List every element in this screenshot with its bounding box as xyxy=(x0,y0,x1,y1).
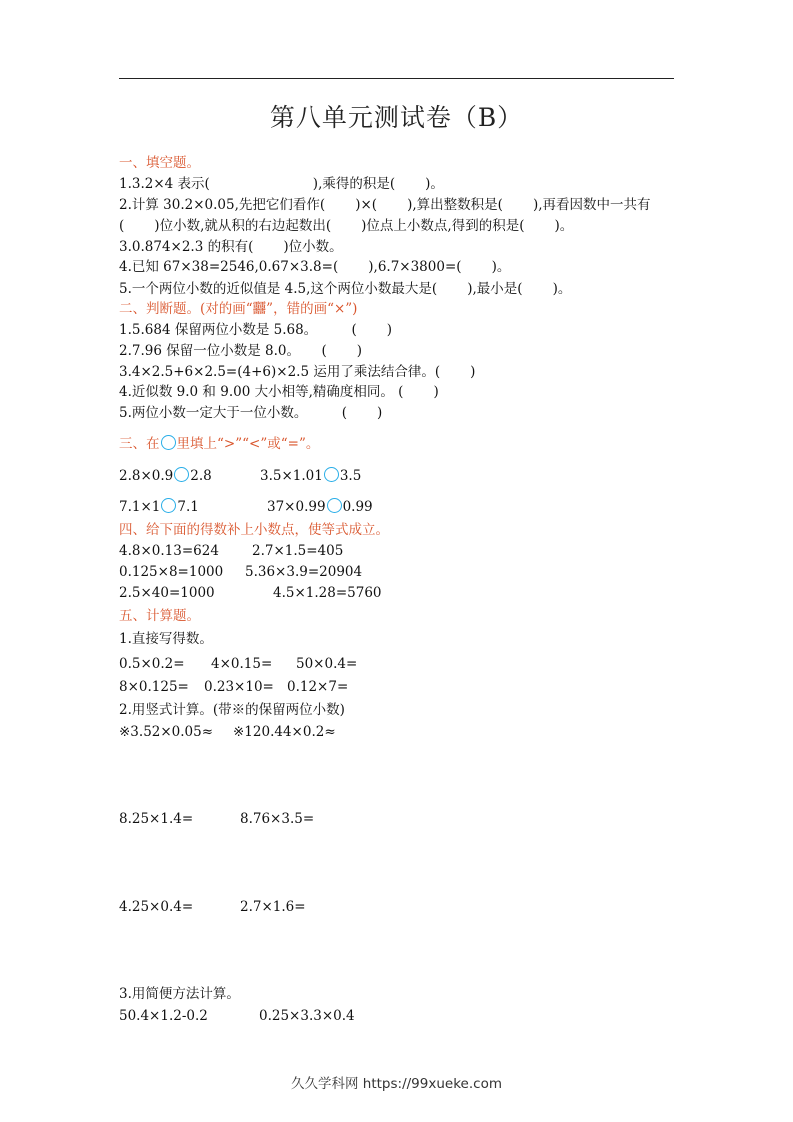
circle-icon xyxy=(161,435,176,450)
s1-q1: 1.3.2×4 表示( ),乘得的积是( )。 xyxy=(119,176,444,192)
s1-q4: 4.已知 67×38=2546,0.67×3.8=( ),6.7×3800=( )。 xyxy=(119,259,511,275)
direct-item: 8×0.125= xyxy=(119,679,189,695)
answer-circle[interactable] xyxy=(324,467,339,482)
answer-circle[interactable] xyxy=(161,498,176,513)
simple-item: 0.25×3.3×0.4 xyxy=(259,1008,355,1024)
direct-item: 0.23×10= xyxy=(204,679,274,695)
section5-heading: 五、计算题。 xyxy=(119,608,200,624)
s5-sub3: 3.用简便方法计算。 xyxy=(119,986,240,1002)
equation-item: 0.125×8=1000 xyxy=(119,564,224,580)
footer-watermark: 久久学科网 https://99xueke.com xyxy=(291,1076,502,1092)
compare-right: 0.99 xyxy=(342,499,373,515)
vertical-item: 4.25×0.4= xyxy=(119,899,194,915)
compare-right: 2.8 xyxy=(190,468,212,484)
section4-heading: 四、给下面的得数补上小数点，使等式成立。 xyxy=(119,522,389,538)
answer-circle[interactable] xyxy=(174,467,189,482)
equation-item: 2.5×40=1000 xyxy=(119,585,215,601)
page-title: 第八单元测试卷（B） xyxy=(269,103,524,132)
compare-right: 7.1 xyxy=(177,499,199,515)
answer-circle[interactable] xyxy=(327,498,342,513)
direct-item: 0.12×7= xyxy=(287,679,349,695)
compare-item xyxy=(119,498,199,516)
compare-item xyxy=(119,467,212,485)
compare-right: 3.5 xyxy=(339,468,362,484)
compare-item xyxy=(260,467,361,485)
section1-heading: 一、填空题。 xyxy=(119,155,200,171)
simple-item: 50.4×1.2-0.2 xyxy=(119,1008,208,1024)
s5-sub1: 1.直接写得数。 xyxy=(119,631,213,647)
s1-q5: 5.一个两位小数的近似值是 4.5,这个两位小数最大是( ),最小是( )。 xyxy=(119,281,572,297)
compare-left: 2.8×0.9 xyxy=(119,468,174,484)
s2-q4: 4.近似数 9.0 和 9.00 大小相等,精确度相同。 ( ) xyxy=(119,384,439,400)
equation-item: 2.7×1.5=405 xyxy=(252,543,344,559)
vertical-item: 2.7×1.6= xyxy=(240,899,306,915)
s2-q2: 2.7.96 保留一位小数是 8.0。 ( ) xyxy=(119,343,363,359)
vertical-item: 8.25×1.4= xyxy=(119,811,194,827)
equation-item: 4.8×0.13=624 xyxy=(119,543,219,559)
s2-q1: 1.5.684 保留两位小数是 5.68。 ( ) xyxy=(119,322,393,338)
vertical-item: ※120.44×0.2≈ xyxy=(233,724,336,740)
s1-q3: 3.0.874×2.3 的积有( )位小数。 xyxy=(119,239,343,255)
direct-item: 0.5×0.2= xyxy=(119,656,185,672)
vertical-item: ※3.52×0.05≈ xyxy=(119,724,214,740)
top-rule xyxy=(119,78,674,79)
s3-heading-post: 里填上“>”“<”或“=”。 xyxy=(176,436,320,452)
s3-heading-pre: 三、在 xyxy=(119,436,160,452)
compare-left: 37×0.99 xyxy=(267,499,326,515)
s1-q2a: 2.计算 30.2×0.05,先把它们看作( )×( ),算出整数积是( ),再看因数中一共有 xyxy=(119,197,651,213)
s2-q3: 3.4×2.5+6×2.5=(4+6)×2.5 运用了乘法结合律。( ) xyxy=(119,364,476,380)
direct-item: 50×0.4= xyxy=(296,656,358,672)
s2-q5: 5.两位小数一定大于一位小数。 ( ) xyxy=(119,405,383,421)
section3-heading xyxy=(119,435,319,453)
s5-sub2: 2.用竖式计算。(带※的保留两位小数) xyxy=(119,702,345,718)
compare-item xyxy=(267,498,373,516)
equation-item: 4.5×1.28=5760 xyxy=(273,585,382,601)
direct-item: 4×0.15= xyxy=(211,656,273,672)
compare-left: 7.1×1 xyxy=(119,499,161,515)
compare-left: 3.5×1.01 xyxy=(260,468,323,484)
equation-item: 5.36×3.9=20904 xyxy=(245,564,363,580)
section2-heading: 二、判断题。(对的画“䨻”，错的画“×”) xyxy=(119,301,358,317)
vertical-item: 8.76×3.5= xyxy=(240,811,315,827)
s1-q2b: ( )位小数,就从积的右边起数出( )位点上小数点,得到的积是( )。 xyxy=(119,218,574,234)
